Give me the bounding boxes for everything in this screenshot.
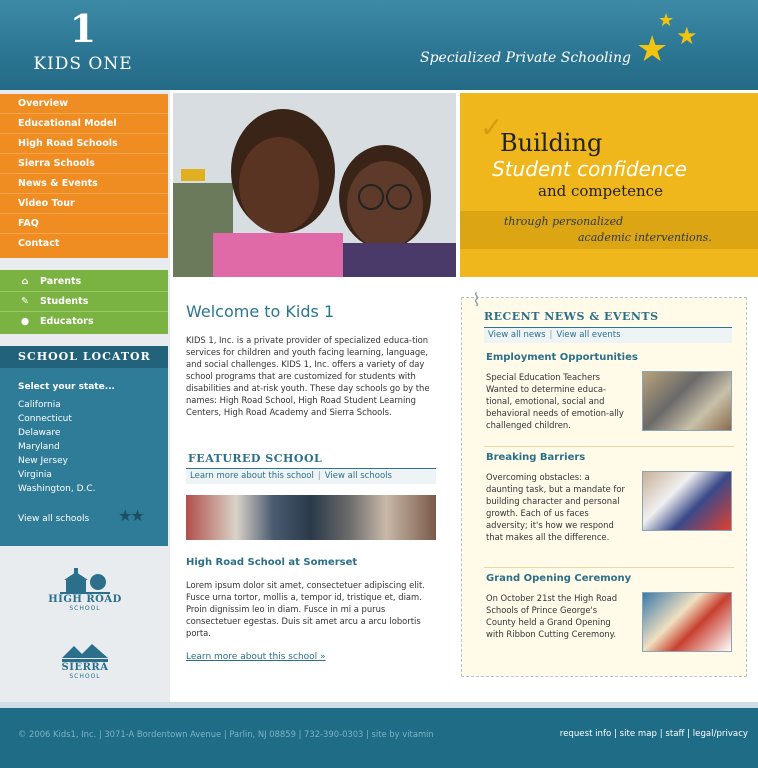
audience-label: Educators [40, 316, 94, 327]
hero-banner [460, 93, 758, 277]
featured-link-bar [186, 468, 436, 484]
news-text: Overcoming obstacles: a daunting task, but a mandate for building character and personal growth. Each of us faces adversity; it's how we respond that makes all the difference. [486, 472, 625, 542]
news-thumbnail[interactable] [642, 592, 732, 652]
welcome-text: KIDS 1, Inc. is a private provider of specialized educa-tion services for children and youth facing learning, language, and social challenges. KIDS 1, Inc. offers a variety of day school programs that are customized for students with disabilities and at-risk youth. These day schools go by the names: High Road School, High Road Student Learning Centers, High Road Academy and Sierra Schools. [186, 335, 430, 417]
sidebar [0, 90, 170, 702]
tagline: Specialized Private Schooling [420, 50, 631, 66]
news-thumbnail[interactable] [642, 471, 732, 531]
news-title: RECENT NEWS & EVENTS [484, 310, 659, 323]
audience-item-educators[interactable] [0, 312, 168, 332]
children-photo-illustration [173, 93, 456, 277]
news-text: Special Education Teachers Wanted to determine educa-tional, emotional, social and behavioral needs of emotion-ally challenged children. [486, 372, 624, 430]
logo-name: KIDS ONE [33, 54, 133, 74]
learn-more-bottom-link[interactable]: Learn more about this school » [186, 652, 326, 662]
logo-mark: 1 [69, 6, 97, 51]
state-link-virginia[interactable]: Virginia [18, 470, 52, 480]
learn-more-school-link[interactable]: Learn more about this school [190, 471, 314, 481]
news-link-bar [484, 327, 732, 343]
audience-item-students[interactable] [0, 292, 168, 312]
view-all-schools-link[interactable]: View all schools [324, 471, 392, 481]
checkmark-icon: ✓ [480, 111, 504, 144]
star-icon: ★ [636, 29, 669, 70]
footer-copyright: © 2006 Kids1, Inc. | 3071-A Bordentown Avenue | Parlin, NJ 08859 | 732-390-0303 | site by vitamin [18, 729, 434, 739]
high-road-logo-title: HIGH ROAD [48, 594, 122, 605]
paperclip-icon: ⌇ [472, 290, 481, 311]
nav-item-high-road-schools[interactable]: High Road Schools [0, 134, 168, 154]
main-nav [0, 94, 168, 258]
footer-links: request info | site map | staff | legal/privacy [559, 729, 748, 739]
nav-item-overview[interactable]: Overview [0, 94, 168, 114]
high-road-logo-sub: SCHOOL [69, 605, 101, 612]
news-headline[interactable]: Breaking Barriers [486, 452, 586, 463]
state-link-connecticut[interactable]: Connecticut [18, 414, 72, 424]
hero-line-interventions: academic interventions. [578, 231, 712, 244]
news-panel [461, 290, 747, 677]
locator-title: SCHOOL LOCATOR [0, 346, 168, 368]
hero-line-personalized: through personalized [504, 215, 624, 228]
hero-line-student-confidence: Student confidence [492, 157, 687, 181]
hero-line-building: Building [500, 129, 603, 157]
footer-divider [0, 702, 758, 708]
star-icon: ★ [676, 22, 698, 50]
news-divider [484, 567, 734, 568]
sierra-school-logo[interactable] [40, 642, 130, 680]
audience-label: Students [40, 296, 89, 307]
sierra-logo-sub: SCHOOL [69, 673, 101, 680]
state-link-washington-dc[interactable]: Washington, D.C. [18, 484, 96, 494]
audience-nav [0, 270, 168, 334]
featured-school-photo [186, 495, 436, 540]
state-link-new-jersey[interactable]: New Jersey [18, 456, 68, 466]
news-divider [484, 446, 734, 447]
news-headline[interactable]: Employment Opportunities [486, 352, 638, 363]
star-icon: ★★ [118, 506, 143, 525]
nav-item-video-tour[interactable]: Video Tour [0, 194, 168, 214]
audience-label: Parents [40, 276, 82, 287]
nav-item-faq[interactable]: FAQ [0, 214, 168, 234]
sierra-logo-title: SIERRA [61, 662, 109, 673]
state-link-delaware[interactable]: Delaware [18, 428, 61, 438]
news-thumbnail[interactable] [642, 371, 732, 431]
featured-school-title: FEATURED SCHOOL [188, 452, 323, 465]
house-icon: ⌂ [21, 276, 29, 287]
legal-privacy-link[interactable]: legal/privacy [692, 729, 748, 739]
high-road-school-logo[interactable] [40, 568, 130, 612]
view-all-news-link[interactable]: View all news [488, 330, 546, 340]
featured-school-description: Lorem ipsum dolor sit amet, consectetuer adipiscing elit. Fusce urna tortor, mollis a, tempor id, tristique et, diam. Proin dignissim leo in diam. Fusce in mi a purus consectetuer egestas. Duis sit amet arcu a arcu lobortis porta. [186, 580, 425, 638]
nav-item-contact[interactable]: Contact [18, 238, 60, 249]
hero-line-competence: and competence [538, 182, 663, 200]
hero-photo [173, 93, 456, 277]
audience-item-parents[interactable] [0, 272, 168, 292]
pencil-icon: ✎ [21, 296, 29, 307]
site-header [0, 0, 758, 90]
view-all-events-link[interactable]: View all events [556, 330, 621, 340]
schoolhouse-icon [60, 568, 110, 594]
mountain-icon [62, 642, 108, 662]
state-link-california[interactable]: California [18, 400, 61, 410]
apple-icon: ● [20, 316, 30, 327]
state-link-maryland[interactable]: Maryland [18, 442, 60, 452]
link-separator: | [549, 330, 553, 340]
link-separator: | [317, 471, 321, 481]
school-locator [0, 346, 168, 546]
kids-one-logo[interactable] [28, 6, 138, 80]
star-icon: ★ [658, 10, 675, 31]
nav-item-news-events[interactable]: News & Events [0, 174, 168, 194]
nav-item-educational-model[interactable]: Educational Model [0, 114, 168, 134]
nav-item-sierra-schools[interactable]: Sierra Schools [0, 154, 168, 174]
site-map-link[interactable]: site map [619, 729, 658, 739]
view-all-schools-link[interactable]: View all schools [18, 514, 90, 524]
locator-prompt: Select your state... [18, 382, 115, 392]
news-text: On October 21st the High Road Schools of Prince George's County held a Grand Opening with Ribbon Cutting Ceremony. [486, 593, 618, 639]
featured-school-name[interactable]: High Road School at Somerset [186, 557, 358, 568]
request-info-link[interactable]: request info [559, 729, 612, 739]
staff-link[interactable]: staff [665, 729, 685, 739]
news-headline[interactable]: Grand Opening Ceremony [486, 573, 632, 584]
welcome-title: Welcome to Kids 1 [186, 302, 335, 321]
